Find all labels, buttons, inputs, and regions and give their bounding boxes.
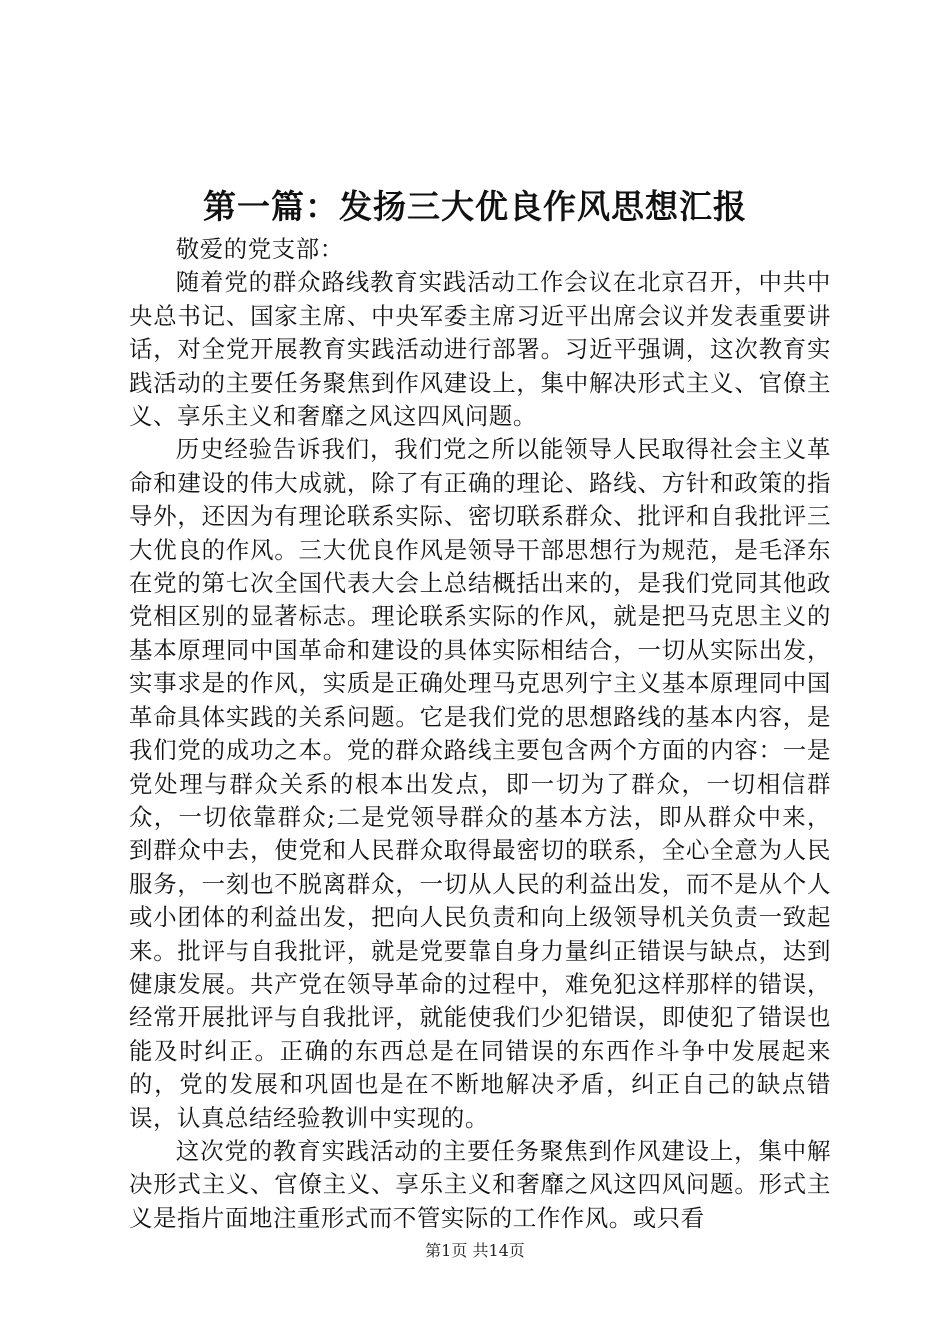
salutation: 敬爱的党支部：	[175, 235, 344, 263]
paragraph-3: 这次党的教育实践活动的主要任务聚焦到作风建设上，集中解决形式主义、官僚主义、享乐主义和奢靡之风这四风问题。形式主义是指片面地注重形式而不管实际的工作作风。或只看	[129, 1136, 831, 1232]
document-title: 第一篇：发扬三大优良作风思想汇报	[203, 187, 747, 226]
paragraph-2: 历史经验告诉我们，我们党之所以能领导人民取得社会主义革命和建设的伟大成就，除了有正确的理论、路线、方针和政策的指导外，还因为有理论联系实际、密切联系群众、批评和自我批评三大优良的作风。三大优良作风是领导干部思想行为规范，是毛泽东在党的第七次全国代表大会上总结概括出来的，是我们党同其他政党相区别的显著标志。理论联系实际的作风，就是把马克思主义的基本原理同中国革命和建设的具体实际相结合，一切从实际出发，实事求是的作风，实质是正确处理马克思列宁主义基本原理同中国革命具体实践的关系问题。它是我们党的思想路线的基本内容，是我们党的成功之本。党的群众路线主要包含两个方面的内容：一是党处理与群众关系的根本出发点，即一切为了群众，一切相信群众，一切依靠群众;二是党领导群众的基本方法，即从群众中来，到群众中去，使党和人民群众取得最密切的联系，全心全意为人民服务，一刻也不脱离群众，一切从人民的利益出发，而不是从个人或小团体的利益出发，把向人民负责和向上级领导机关负责一致起来。批评与自我批评，就是党要靠自身力量纠正错误与缺点，达到健康发展。共产党在领导革命的过程中，难免犯这样那样的错误，经常开展批评与自我批评，就能使我们少犯错误，即使犯了错误也能及时纠正。正确的东西总是在同错误的东西作斗争中发展起来的，党的发展和巩固也是在不断地解决矛盾，纠正自己的缺点错误，认真总结经验教训中实现的。	[129, 435, 831, 1132]
document-body	[129, 233, 831, 1235]
paragraph-1: 随着党的群众路线教育实践活动工作会议在北京召开，中共中央总书记、国家主席、中央军委主席习近平出席会议并发表重要讲话，对全党开展教育实践活动进行部署。习近平强调，这次教育实践活动的主要任务聚焦到作风建设上，集中解决形式主义、官僚主义、享乐主义和奢靡之风这四风问题。	[129, 268, 831, 431]
page-footer: 第1页 共14页	[425, 1241, 525, 1260]
